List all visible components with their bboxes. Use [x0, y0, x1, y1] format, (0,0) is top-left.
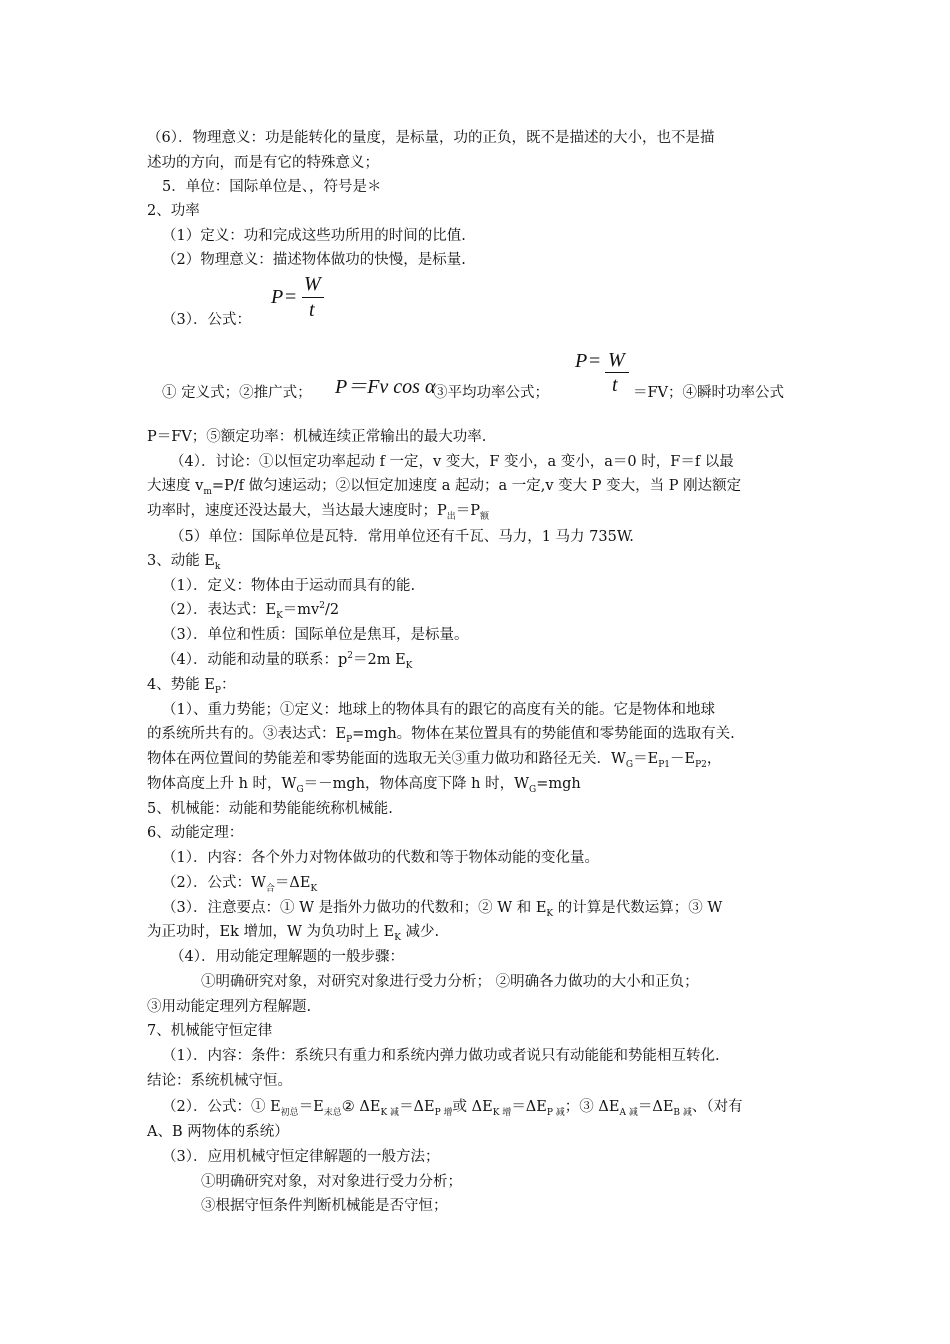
text-line: 的系统所共有的。③表达式：$E_P=mgh$。物体在某位置具有的势能值和零势能面的选取有关. [147, 726, 735, 745]
text-line: （1）、重力势能；①定义：地球上的物体具有的跟它的高度有关的能。它是物体和地球 [162, 702, 715, 718]
text-line: （5）单位：国际单位是瓦特．常用单位还有千瓦、马力，1 马力 735W. [170, 529, 634, 545]
formula-denominator: t [309, 299, 315, 321]
text-line: 物体在两位置间的势能差和零势能面的选取无关③重力做功和路径无关．$W_G=E_{P1}-E_{P2}$， [147, 751, 722, 770]
section-heading: 4、势能 $E_P$： [147, 677, 236, 696]
section-heading: 3、动能 $E_k$ [147, 553, 221, 572]
formula-lhs: P [271, 286, 284, 308]
text-line: 为正功时，Ek 增加，W 为负功时上 $E_K$ 减少. [147, 924, 440, 943]
formula-denominator: t [612, 374, 618, 396]
text-line: （2）物理意义：描述物体做功的快慢，是标量. [162, 252, 466, 268]
section-heading: 6、动能定理： [147, 825, 244, 841]
section-heading: 2、功率 [147, 203, 200, 219]
text-line: ③平均功率公式； [433, 385, 549, 401]
text-line: （4）．用动能定理解题的一般步骤： [170, 949, 404, 965]
text-line: （2）．公式：① $E_{初总}=E_{末总}②$ $\Delta E_{K 减}=\Delta E_{P 增}$或 $\Delta E_{K 增}=\Delta E_{P 减}$；③ $\Delta E_{A 减}=\Delta E_{B 减}$、（对有 [162, 1099, 743, 1118]
text-line: ① 定义式；②推广式； [162, 385, 312, 401]
formula-lhs: P [575, 350, 588, 372]
text-line: （1）．内容：各个外力对物体做功的代数和等于物体动能的变化量。 [162, 850, 599, 866]
text-line: （1）．内容：条件：系统只有重力和系统内弹力做功或者说只有动能能和势能相互转化. [162, 1048, 720, 1064]
formula-equals: = [589, 350, 601, 372]
text-line: 述功的方向，而是有它的特殊意义； [147, 155, 379, 171]
formula-numerator: W [304, 273, 321, 295]
text-line: ③根据守恒条件判断机械能是否守恒； [201, 1198, 448, 1214]
text-line: 物体高度上升 h 时，$W_G=-mgh$，物体高度下降 h 时，$W_G=mgh$ [147, 776, 581, 795]
text-line: ③用动能定理列方程解题. [147, 999, 312, 1015]
text-line: （2）．表达式：$E_K=mv^2/2$ [162, 601, 340, 621]
text-line: （3）．注意要点：① W 是指外力做功的代数和；② W 和 $E_K$ 的计算是代数运算；③ W [162, 900, 723, 919]
text-line: P＝FV；⑤额定功率：机械连续正常输出的最大功率. [147, 429, 487, 445]
section-heading: 5、机械能：动能和势能能统称机械能. [147, 801, 393, 817]
text-line: 大速度 $v_m=P/f$ 做匀速运动；②以恒定加速度 a 起动；a 一定,v 变大 P 变大，当 P 刚达额定 [147, 478, 742, 497]
formula-numerator: W [608, 349, 625, 371]
fraction-bar [605, 372, 629, 373]
formula-inline: P＝Fv cos α [335, 376, 436, 398]
text-line: （3）．公式： [162, 312, 251, 328]
text-line: （1）．定义：物体由于运动而具有的能. [162, 578, 416, 594]
text-line: （3）．单位和性质：国际单位是焦耳，是标量。 [162, 627, 469, 643]
text-line: ①明确研究对象，对对象进行受力分析； [201, 1174, 462, 1190]
text-line: （2）．公式：$W_合=\Delta E_K$ [162, 875, 318, 894]
text-line: ＝FV；④瞬时功率公式 [633, 385, 785, 401]
text-line: ①明确研究对象，对研究对象进行受力分析； ②明确各力做功的大小和正负； [201, 974, 699, 990]
formula-equals: = [285, 286, 297, 308]
text-line: （1）定义：功和完成这些功所用的时间的比值. [162, 228, 466, 244]
text-line: （3）．应用机械守恒定律解题的一般方法； [162, 1149, 440, 1165]
text-line: 结论：系统机械守恒。 [147, 1073, 292, 1089]
text-line: （4）．讨论：①以恒定功率起动 f 一定，v 变大，F 变小，a 变小，a＝0 时，F＝f 以最 [170, 454, 734, 470]
text-line: （6）．物理意义：功是能转化的量度，是标量，功的正负，既不是描述的大小，也不是描 [147, 130, 715, 146]
section-heading: 7、机械能守恒定律 [147, 1023, 273, 1039]
text-line: 功率时，速度还没达最大，当达最大速度时；$P_出=P_额$ [147, 503, 490, 522]
fraction-bar [302, 297, 324, 298]
text-line: 5．单位：国际单位是、，符号是＊ [162, 179, 382, 195]
text-line: A、B 两物体的系统） [147, 1124, 289, 1140]
text-line: （4）．动能和动量的联系：$p^2=2m$ $E_K$ [162, 651, 413, 671]
